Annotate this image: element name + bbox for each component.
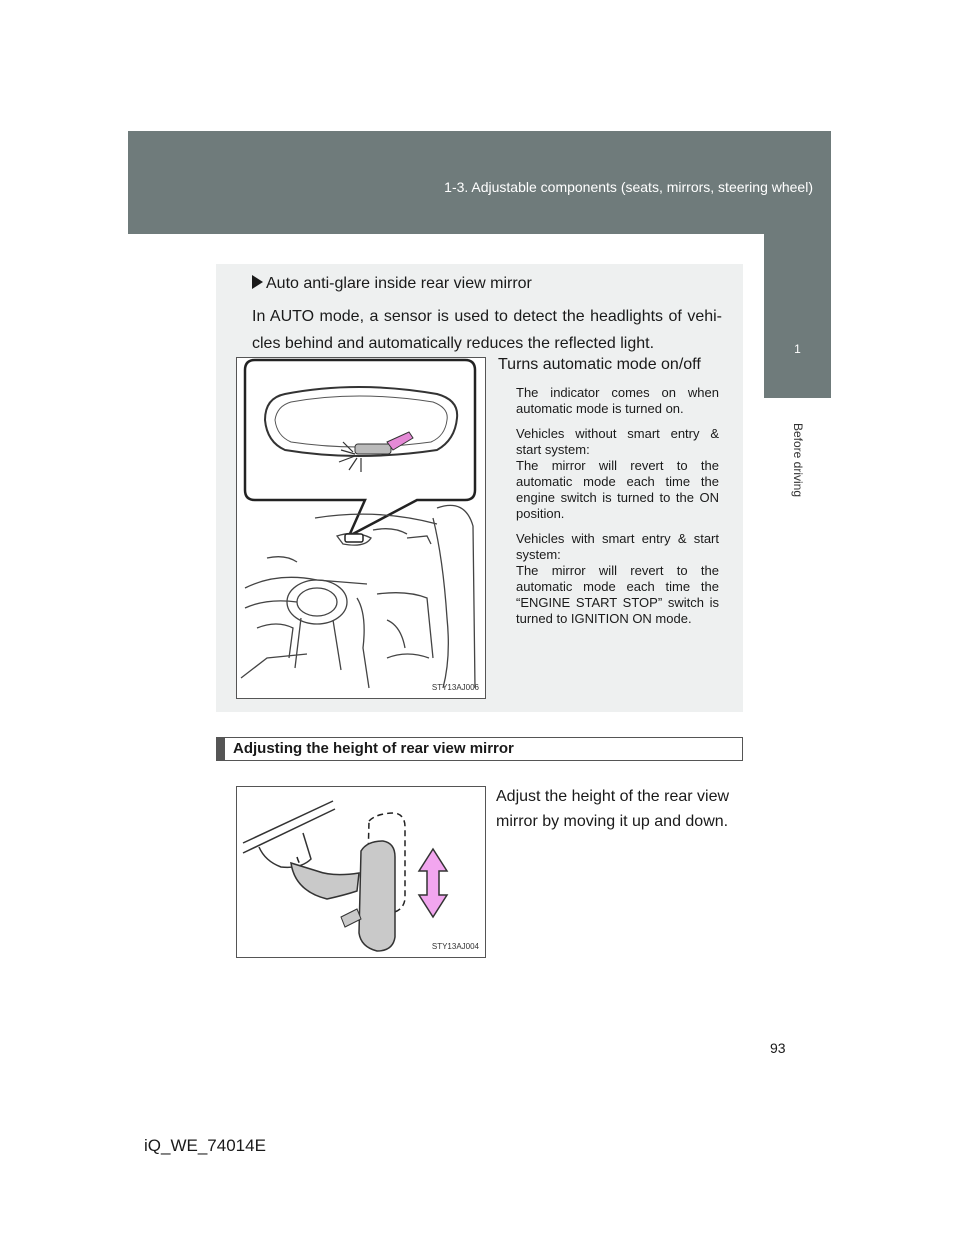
height-adjust-paragraph: Adjust the height of the rear view mirror by moving it up and down. (496, 788, 730, 830)
header-band (128, 131, 831, 234)
note-with-smart-entry: The mirror will revert to the automatic mode each time the “ENGINE START STOP” switch is turned to IGNITION ON mode. (516, 563, 719, 626)
chapter-tab (764, 234, 831, 398)
section-accent (217, 738, 225, 760)
figure-code: STY13AJ006 (431, 683, 479, 692)
document-code: iQ_WE_74014E (144, 1136, 266, 1155)
section-title: 1-3. Adjustable components (seats, mirrors, steering wheel) (444, 179, 813, 195)
mirror-illustration (236, 357, 486, 699)
chapter-label-container (788, 405, 808, 525)
section-title-text: Adjusting the height of rear view mirror (233, 740, 514, 757)
note-without-smart-entry: The mirror will revert to the automatic mode each time the engine switch is turned to the ON position. (516, 458, 719, 521)
info-description: In AUTO mode, a sensor is used to detect the headlights of vehi-cles behind and automatically reduces the reflected light. (252, 308, 722, 352)
page-number: 93 (770, 1040, 786, 1056)
note-indicator: The indicator comes on when automatic mode is turned on. (516, 385, 719, 416)
mirror-height-illustration (236, 786, 486, 958)
function-notes (516, 385, 719, 636)
note-with-smart-entry-heading: Vehicles with smart entry & start system: (516, 531, 719, 562)
figure-code-2: STY13AJ004 (431, 942, 479, 951)
chapter-label: Before driving (791, 422, 805, 498)
function-title: Turns automatic mode on/off (498, 356, 701, 373)
info-heading-text: Auto anti-glare inside rear view mirror (266, 275, 532, 292)
chapter-number: 1 (794, 342, 801, 356)
mirror-height-adjust-icon (237, 787, 485, 957)
info-box (216, 264, 743, 712)
triangle-bullet-icon (252, 275, 263, 289)
rear-view-mirror-illustration-icon (237, 358, 485, 698)
info-heading (252, 275, 532, 293)
section-heading-bar (216, 737, 743, 761)
note-without-smart-entry-heading: Vehicles without smart entry & start system: (516, 426, 719, 457)
